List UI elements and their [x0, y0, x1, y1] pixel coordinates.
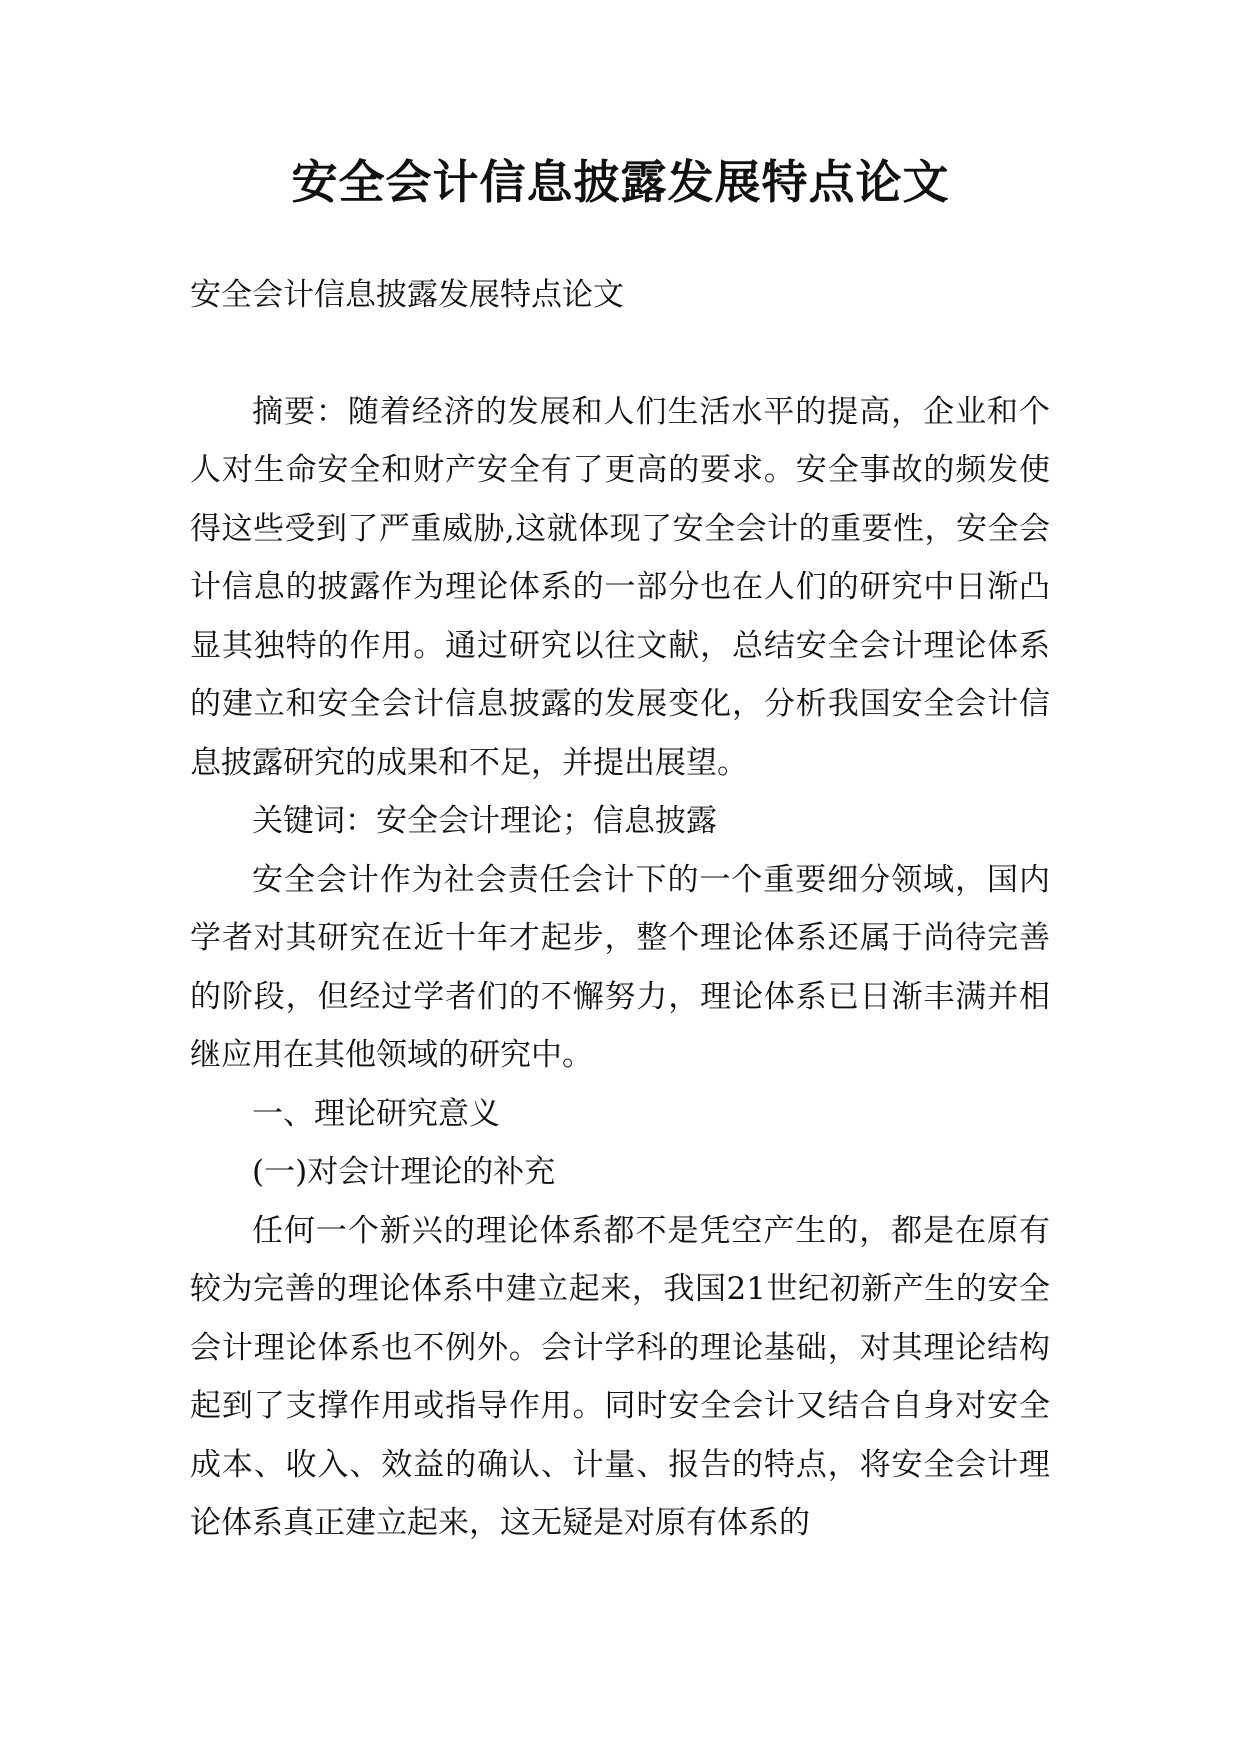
document-subtitle: 安全会计信息披露发展特点论文: [190, 277, 624, 313]
keywords-paragraph: 关键词：安全会计理论；信息披露: [252, 803, 717, 839]
document-title: 安全会计信息披露发展特点论文: [291, 155, 950, 209]
section-heading: 一、理论研究意义: [252, 1095, 500, 1132]
document-body: [190, 266, 1050, 1553]
body-paragraph: 任何一个新兴的理论体系都不是凭空产生的，都是在原有较为完善的理论体系中建立起来，我国21世纪初新产生的安全会计理论体系也不例外。会计学科的理论基础，对其理论结构起到了支撑作用或指导作用。同时安全会计又结合自身对安全成本、收入、效益的确认、计量、报告的特点，将安全会计理论体系真正建立起来，这无疑是对原有体系的: [190, 1212, 1050, 1541]
subsection-heading: (一)对会计理论的补充: [252, 1154, 556, 1190]
abstract-paragraph: 摘要：随着经济的发展和人们生活水平的提高，企业和个人对生命安全和财产安全有了更高的要求。安全事故的频发使得这些受到了严重威胁,这就体现了安全会计的重要性，安全会计信息的披露作为理论体系的一部分也在人们的研究中日渐凸显其独特的作用。通过研究以往文献，总结安全会计理论体系的建立和安全会计信息披露的发展变化，分析我国安全会计信息披露研究的成果和不足，并提出展望。: [190, 393, 1050, 781]
intro-paragraph: 安全会计作为社会责任会计下的一个重要细分领域，国内学者对其研究在近十年才起步，整个理论体系还属于尚待完善的阶段，但经过学者们的不懈努力，理论体系已日渐丰满并相继应用在其他领域的研究中。: [190, 861, 1050, 1073]
